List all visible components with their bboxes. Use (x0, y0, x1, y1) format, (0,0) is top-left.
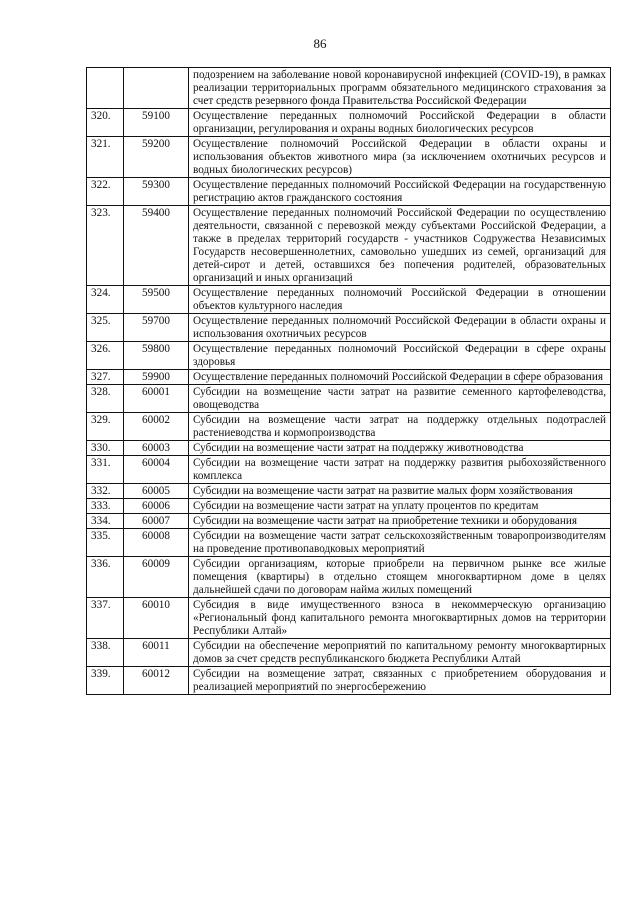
row-code: 59200 (124, 137, 189, 178)
row-number: 325. (87, 314, 124, 342)
row-number: 322. (87, 178, 124, 206)
row-description: Осуществление переданных полномочий Российской Федерации в сфере образования (189, 370, 611, 385)
table-row (87, 286, 611, 314)
table-row (87, 639, 611, 667)
table-row (87, 667, 611, 695)
row-code: 60010 (124, 598, 189, 639)
row-description: Субсидия в виде имущественного взноса в некоммерческую организацию «Региональный фонд капитального ремонта многоквартирных домов на территории Республики Алтай» (189, 598, 611, 639)
row-number: 336. (87, 557, 124, 598)
row-description: Субсидии на возмещение части затрат сельскохозяйственным товаропроизводителям на проведение противопаводковых мероприятий (189, 529, 611, 557)
row-code: 59700 (124, 314, 189, 342)
row-code: 60012 (124, 667, 189, 695)
row-number: 321. (87, 137, 124, 178)
table-row (87, 456, 611, 484)
row-code: 60004 (124, 456, 189, 484)
classification-table (86, 67, 611, 695)
row-description: Субсидии на возмещение части затрат на приобретение техники и оборудования (189, 514, 611, 529)
table-row (87, 68, 611, 109)
row-code: 59900 (124, 370, 189, 385)
table-row (87, 529, 611, 557)
table-row (87, 441, 611, 456)
row-code: 59800 (124, 342, 189, 370)
row-description: Субсидии на возмещение части затрат на развитие малых форм хозяйствования (189, 484, 611, 499)
row-number: 330. (87, 441, 124, 456)
row-description: Субсидии на возмещение части затрат на развитие семенного картофелеводства, овощеводства (189, 385, 611, 413)
row-number: 327. (87, 370, 124, 385)
row-description: Осуществление переданных полномочий Российской Федерации по осуществлению деятельности, связанной с перевозкой между субъектами Российской Федерации, а также в пределах территорий государств - участников Содружества Независимых Государств несовершеннолетних, самовольно ушедших из семей, организаций для детей-сирот и детей, оставшихся без попечения родителей, образовательных организаций и иных организаций (189, 206, 611, 286)
row-number: 328. (87, 385, 124, 413)
row-number: 338. (87, 639, 124, 667)
table-row (87, 314, 611, 342)
row-number: 329. (87, 413, 124, 441)
page-number: 86 (313, 36, 327, 51)
table-row (87, 206, 611, 286)
row-code: 60006 (124, 499, 189, 514)
table-row (87, 499, 611, 514)
row-description: Субсидии на возмещение части затрат на поддержку развития рыбохозяйственного комплекса (189, 456, 611, 484)
row-description: Субсидии организациям, которые приобрели на первичном рынке все жилые помещения (квартиры) в отдельно стоящем многоквартирном доме в целях дальнейшей сдачи по договорам найма жилых помещений (189, 557, 611, 598)
row-description: Субсидии на обеспечение мероприятий по капитальному ремонту многоквартирных домов за счет средств республиканского бюджета Республики Алтай (189, 639, 611, 667)
row-description: Осуществление переданных полномочий Российской Федерации в сфере охраны здоровья (189, 342, 611, 370)
row-code: 60008 (124, 529, 189, 557)
row-code: 60007 (124, 514, 189, 529)
row-code: 59400 (124, 206, 189, 286)
row-number: 323. (87, 206, 124, 286)
row-number: 337. (87, 598, 124, 639)
row-number: 324. (87, 286, 124, 314)
row-number: 333. (87, 499, 124, 514)
row-number: 335. (87, 529, 124, 557)
row-code: 60005 (124, 484, 189, 499)
row-number: 339. (87, 667, 124, 695)
row-code (124, 68, 189, 109)
table-row (87, 109, 611, 137)
table-row (87, 178, 611, 206)
row-description: подозрением на заболевание новой коронавирусной инфекцией (COVID-19), в рамках реализации территориальных программ обязательного медицинского страхования за счет средств резервного фонда Правительства Российской Федерации (189, 68, 611, 109)
row-number: 332. (87, 484, 124, 499)
row-code: 59100 (124, 109, 189, 137)
row-description: Осуществление переданных полномочий Российской Федерации на государственную регистрацию актов гражданского состояния (189, 178, 611, 206)
table-row (87, 370, 611, 385)
table-row (87, 342, 611, 370)
row-code: 59300 (124, 178, 189, 206)
table-row (87, 137, 611, 178)
row-code: 60003 (124, 441, 189, 456)
row-number: 331. (87, 456, 124, 484)
row-code: 60002 (124, 413, 189, 441)
row-code: 59500 (124, 286, 189, 314)
row-description: Осуществление полномочий Российской Федерации в области охраны и использования объектов животного мира (за исключением охотничьих ресурсов и водных биологических ресурсов) (189, 137, 611, 178)
row-code: 60001 (124, 385, 189, 413)
table-row (87, 598, 611, 639)
row-description: Осуществление переданных полномочий Российской Федерации в области организации, регулирования и охраны водных биологических ресурсов (189, 109, 611, 137)
row-number (87, 68, 124, 109)
table-row (87, 385, 611, 413)
row-description: Субсидии на возмещение затрат, связанных с приобретением оборудования и реализацией мероприятий по энергосбережению (189, 667, 611, 695)
row-number: 326. (87, 342, 124, 370)
table-row (87, 484, 611, 499)
table-body (87, 68, 611, 695)
table-row (87, 557, 611, 598)
row-description: Субсидии на возмещение части затрат на поддержку отдельных подотраслей растениеводства и кормопроизводства (189, 413, 611, 441)
row-number: 334. (87, 514, 124, 529)
row-code: 60011 (124, 639, 189, 667)
row-description: Осуществление переданных полномочий Российской Федерации в отношении объектов культурного наследия (189, 286, 611, 314)
row-code: 60009 (124, 557, 189, 598)
table-row (87, 514, 611, 529)
row-description: Субсидии на возмещение части затрат на поддержку животноводства (189, 441, 611, 456)
row-number: 320. (87, 109, 124, 137)
row-description: Субсидии на возмещение части затрат на уплату процентов по кредитам (189, 499, 611, 514)
row-description: Осуществление переданных полномочий Российской Федерации в области охраны и использования охотничьих ресурсов (189, 314, 611, 342)
table-row (87, 413, 611, 441)
